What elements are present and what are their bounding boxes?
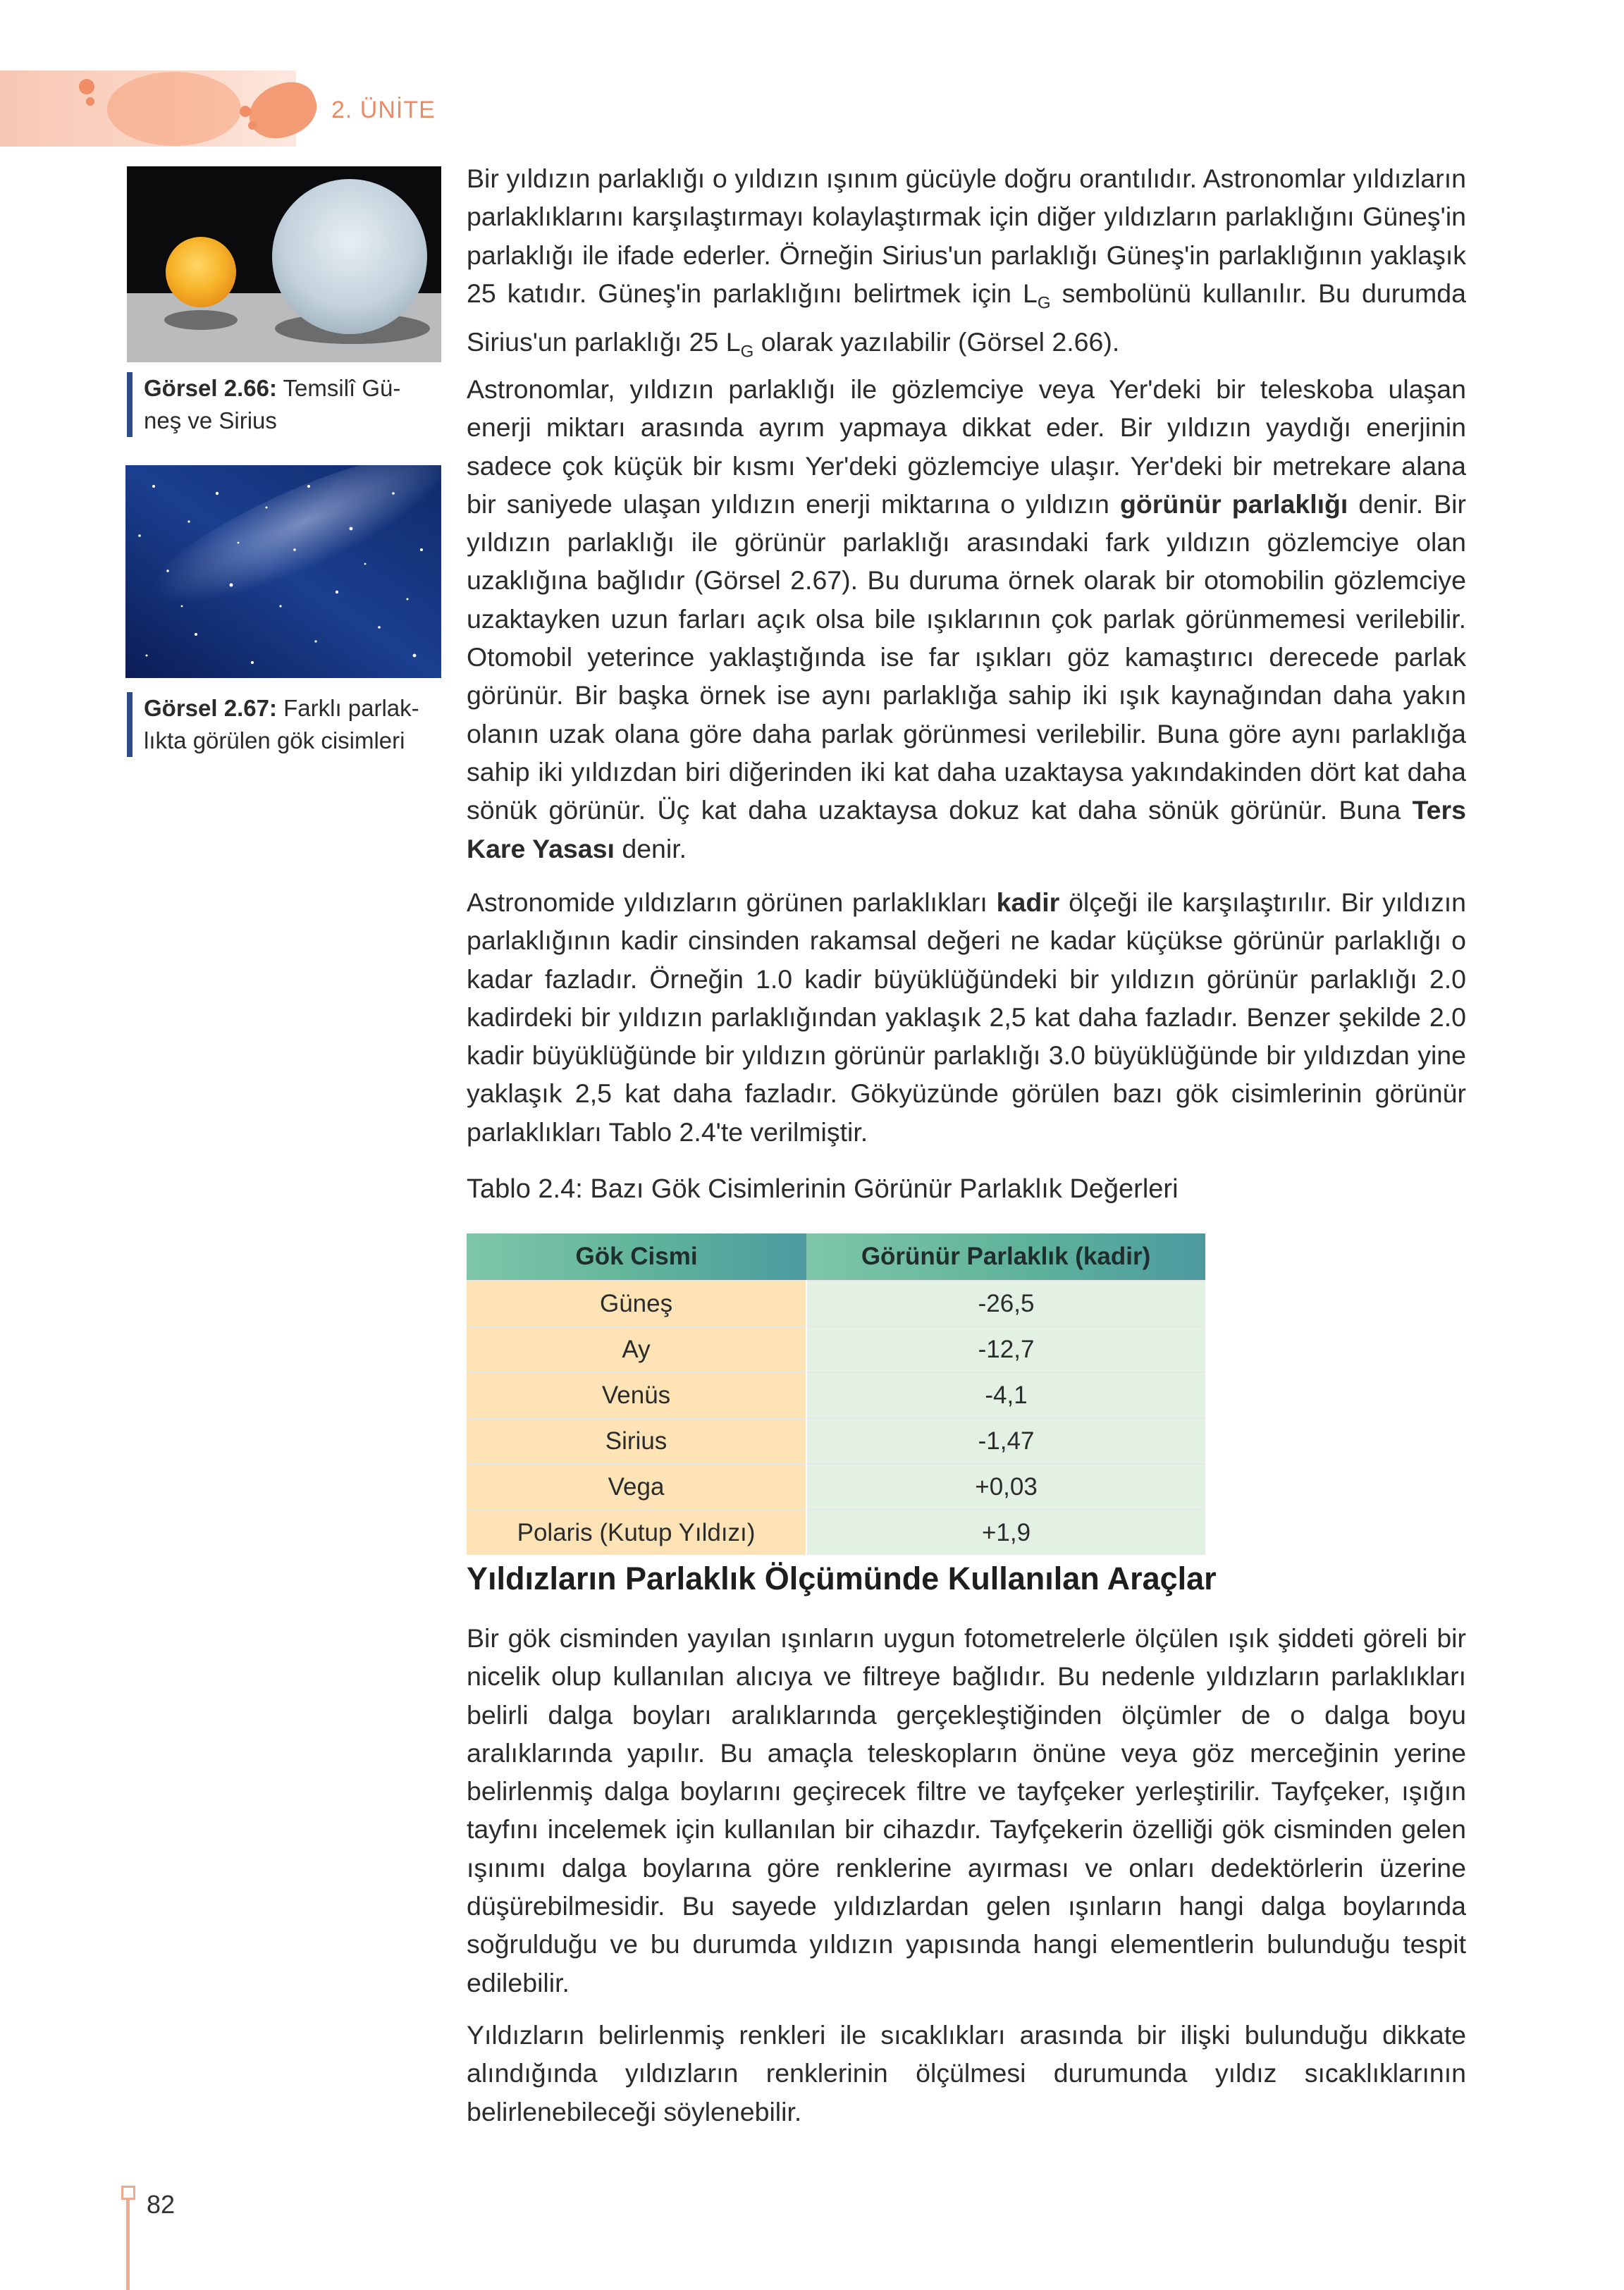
paragraph-text: Bir gök cisminden yayılan ışınların uygun fotometrelerle ölçülen ışık şiddeti göreli bir nicelik olup kullanılan alıcıya ve filtreye bağlıdır. Bu nedenle yıldızların parlaklıkları belirli dalga boyları aralıklarında gerçekleştiğinden ölçümler de o dalga boyu aralıklarında yapılır. Bu amaçla teleskopların önüne veya göz merceğinin yerine belirlenmiş dalga boylarını geçirecek filtre ve tayfçeker yerleştirilir. Tayfçeker, ışığın tayfını incelemek için kullanılan bir cihazdır. Tayfçekerin özelliği gök cisminden gelen ışınımı dalga boylarına göre renklerine ayırması ve onları dedektörlerin üzerine düşürebilmesidir. Bu sayede yıldızlardan gelen ışınların hangi dalga boylarında soğrulduğu ve bu durumda yıldızın yapısında hangi elementlerin bulunduğu tespit edilebilir.	[467, 1623, 1466, 1997]
figure-caption-2-66	[127, 372, 440, 437]
paragraph-text: sembolünü kullanılır. Bu durumda Sirius'un parlaklığı 25 L	[467, 278, 1466, 357]
term-magnitude: kadir	[996, 887, 1060, 917]
paragraph-text: ölçeği ile karşılaştırılır. Bir yıldızın parlaklığının kadir cinsinden rakamsal değeri ne kadar küçükse görünür parlaklığı o kadar fazladır. Örneğin 1.0 kadir büyüklüğündeki bir yıldızın görünür parlaklığı 2.0 kadirdeki bir yıldızın parlaklığından yaklaşık 2,5 kat daha fazladır. Benzer şekilde 2.0 kadir büyüklüğünde bir yıldızın görünür parlaklığı 3.0 büyüklüğünde bir yıldızdan yine yaklaşık 2,5 kat daha fazladır. Gökyüzünde görülen bazı gök cisimlerinin görünür parlaklıkları Tablo 2.4'te verilmiştir.	[467, 887, 1466, 1147]
caption-text: Temsilî Gü-	[283, 375, 401, 401]
table-cell-value: +0,03	[806, 1464, 1205, 1510]
paragraph-text: olarak yazılabilir (Görsel 2.66).	[753, 326, 1120, 357]
table-header: Gök Cismi	[467, 1233, 806, 1281]
brightness-table	[467, 1233, 1205, 1555]
table-caption: Tablo 2.4: Bazı Gök Cisimlerinin Görünür Parlaklık Değerleri	[467, 1174, 1179, 1204]
table-row	[467, 1464, 1205, 1510]
table-cell-value: -1,47	[806, 1418, 1205, 1464]
page-marker-line	[126, 2190, 130, 2290]
table-cell-object: Sirius	[467, 1418, 806, 1464]
figure-caption-2-67	[127, 692, 447, 757]
paragraph-text: denir. Bir yıldızın parlaklığı ile görünür parlaklığı arasındaki fark yıldızın gözlemciye olan uzaklığına bağlıdır (Görsel 2.67). Bu duruma örnek olarak bir otomobilin gözlemciye uzaktayken uzun farları açık olsa bile ışıklarının çok parlak görünmemesi verilebilir. Otomobil yeterince yaklaştığında ise far ışıkları göz kamaştırıcı derecede parlak görünür. Bir başka örnek ise aynı parlaklığa sahip iki ışık kaynağından daha yakın olanın uzak olana göre daha parlak görünmesi verilebilir. Buna göre aynı parlaklığa sahip iki yıldızdan biri diğerinden iki kat daha uzaktaysa yakındakinden dört kat daha sönük görünür. Üç kat daha uzaktaysa dokuz kat daha sönük görünür. Buna	[467, 488, 1466, 825]
paragraph-1	[467, 159, 1466, 371]
caption-label: Görsel 2.67:	[144, 695, 277, 721]
table-cell-value: +1,9	[806, 1510, 1205, 1555]
term-inverse-square-law: Ters Kare Yasası	[467, 795, 1466, 863]
caption-label: Görsel 2.66:	[144, 375, 277, 401]
section-heading: Yıldızların Parlaklık Ölçümünde Kullanılan Araçlar	[467, 1560, 1217, 1596]
table-header: Görünür Parlaklık (kadir)	[806, 1233, 1205, 1281]
paragraph-5	[467, 2016, 1466, 2131]
figure-night-sky-image	[125, 465, 441, 678]
paragraph-3	[467, 883, 1466, 1151]
caption-text: lıkta görülen gök cisimleri	[144, 727, 405, 753]
table-cell-object: Polaris (Kutup Yıldızı)	[467, 1510, 806, 1555]
table-header-row	[467, 1233, 1205, 1281]
header-decoration	[79, 79, 94, 94]
header-decoration	[248, 121, 257, 130]
caption-text: Farklı parlak-	[283, 695, 419, 721]
table-row	[467, 1281, 1205, 1326]
paragraph-4	[467, 1619, 1466, 2002]
paragraph-2	[467, 370, 1466, 868]
header-decoration	[240, 106, 251, 117]
subscript: G	[740, 342, 754, 362]
header-decoration	[86, 97, 94, 106]
paragraph-text: Astronomlar, yıldızın parlaklığı ile gözlemciye veya Yer'deki bir teleskoba ulaşan enerji miktarı arasında ayrım yapmaya dikkat eder. Bir yıldızın yaydığı enerjinin sadece çok küçük bir kısmı Yer'deki gözlemciye ulaşır. Yer'deki bir metrekare alana bir saniyede ulaşan yıldızın enerji miktarına o yıldızın	[467, 374, 1466, 519]
caption-text: neş ve Sirius	[144, 407, 277, 433]
table-cell-value: -4,1	[806, 1372, 1205, 1418]
page-number: 82	[147, 2190, 176, 2219]
page-marker-box	[121, 2186, 135, 2200]
paragraph-text: Yıldızların belirlenmiş renkleri ile sıcaklıkları arasında bir ilişki bulunduğu dikkate alındığında yıldızların renklerinin ölçülmesi durumunda yıldız sıcaklıklarının belirlenebileceği söylenebilir.	[467, 2020, 1466, 2126]
table-cell-object: Ay	[467, 1326, 806, 1372]
table-row	[467, 1418, 1205, 1464]
paragraph-text: Astronomide yıldızların görünen parlaklıkları	[467, 887, 997, 917]
figure-sun-sirius-image	[127, 166, 441, 362]
table-cell-value: -12,7	[806, 1326, 1205, 1372]
header-decoration	[107, 72, 241, 146]
unit-label: 2. ÜNİTE	[331, 97, 436, 123]
subscript: G	[1037, 293, 1051, 313]
paragraph-text: Bir yıldızın parlaklığı o yıldızın ışınım gücüyle doğru orantılıdır. Astronomlar yıldızların parlaklıklarını karşılaştırmayı kolaylaştırmak için diğer yıldızların parlaklığını Güneş'in parlaklığı ile ifade ederler. Örneğin Sirius'un parlaklığı Güneş'in parlaklığının yaklaşık 25 katıdır. Güneş'in parlaklığını belirtmek için L	[467, 164, 1466, 308]
term-apparent-brightness: görünür parlaklığı	[1119, 488, 1348, 519]
table-row	[467, 1326, 1205, 1372]
paragraph-text: denir.	[614, 833, 687, 863]
table-row	[467, 1372, 1205, 1418]
table-cell-object: Güneş	[467, 1281, 806, 1326]
table-cell-object: Venüs	[467, 1372, 806, 1418]
table-row	[467, 1510, 1205, 1555]
table-cell-object: Vega	[467, 1464, 806, 1510]
table-cell-value: -26,5	[806, 1281, 1205, 1326]
